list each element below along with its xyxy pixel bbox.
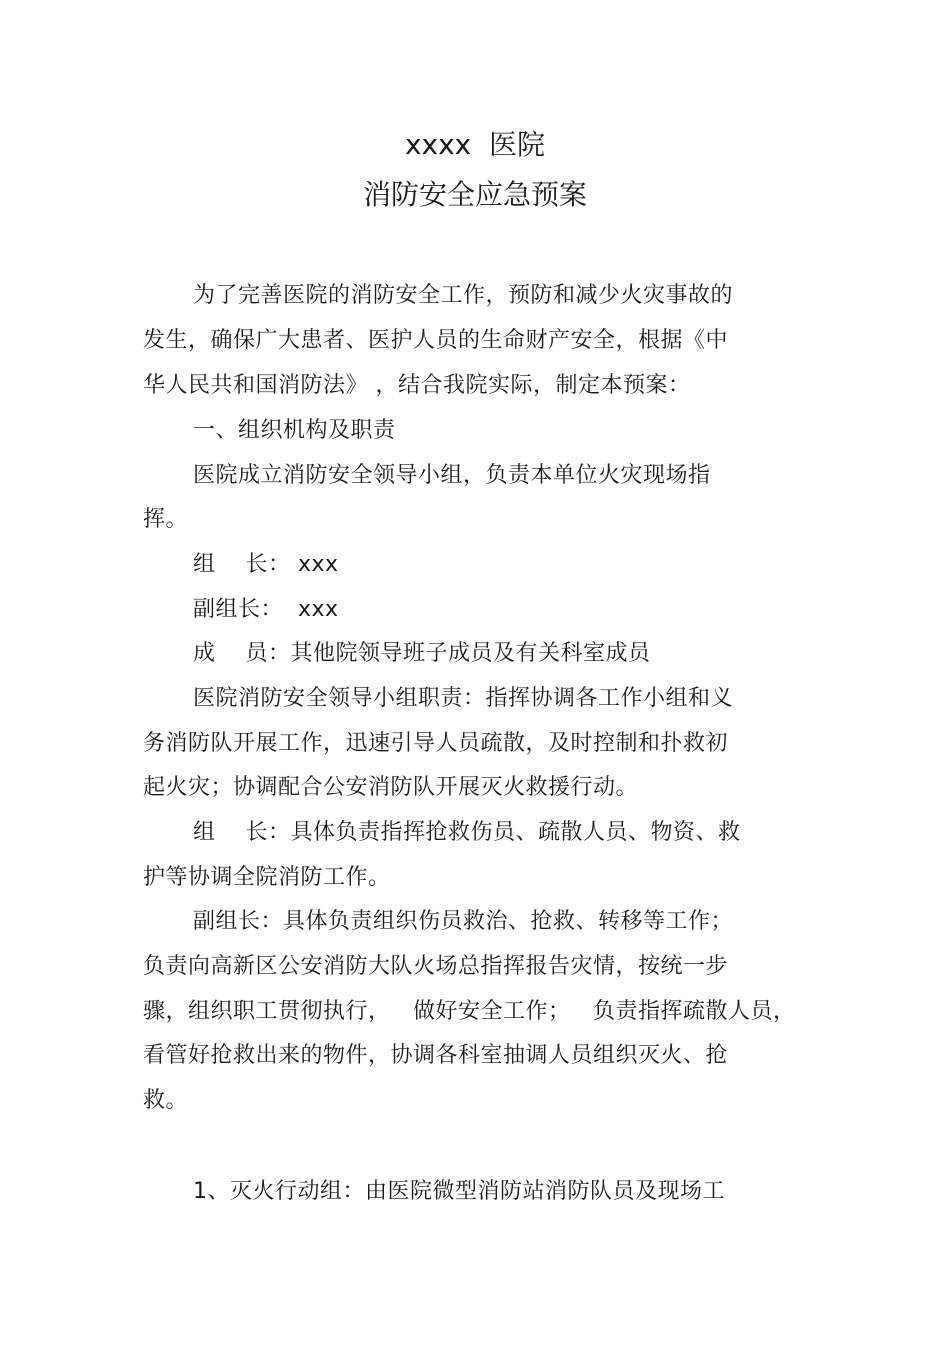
paragraph-line: 医院消防安全领导小组职责：指挥协调各工作小组和义 xyxy=(193,686,734,711)
hospital-title: xxxx 医院 xyxy=(404,128,546,161)
paragraph-line: 救。 xyxy=(143,1088,189,1113)
paragraph-line: 挥。 xyxy=(143,507,189,532)
deputy-leader-line: 副组长： xxx xyxy=(193,597,339,622)
paragraph-line: 副组长：具体负责组织伤员救治、抢救、转移等工作； xyxy=(193,909,734,934)
paragraph-line: 看管好抢救出来的物件，协调各科室抽调人员组织灭火、抢 xyxy=(143,1043,729,1068)
members-line: 成 员：其他院领导班子成员及有关科室成员 xyxy=(193,641,651,666)
paragraph-line: 发生，确保广大患者、医护人员的生命财产安全，根据《中 xyxy=(143,328,729,353)
paragraph-line: 负责向高新区公安消防大队火场总指挥报告灾情，按统一步 xyxy=(143,954,729,979)
paragraph-line: 务消防队开展工作，迅速引导人员疏散，及时控制和扑救初 xyxy=(143,731,729,756)
paragraph-line: 为了完善医院的消防安全工作，预防和减少火灾事故的 xyxy=(193,283,734,308)
paragraph-line: 护等协调全院消防工作。 xyxy=(143,865,391,890)
paragraph-line: 起火灾；协调配合公安消防队开展灭火救援行动。 xyxy=(143,775,639,800)
plan-title: 消防安全应急预案 xyxy=(362,178,587,211)
paragraph-line: 1、灭火行动组：由医院微型消防站消防队员及现场工 xyxy=(193,1179,725,1204)
leader-line: 组 长： xxx xyxy=(193,552,339,577)
section-heading: 一、组织机构及职责 xyxy=(193,418,396,443)
paragraph-line: 华人民共和国消防法》 ，结合我院实际，制定本预案： xyxy=(143,373,691,398)
paragraph-line: 组 长：具体负责指挥抢救伤员、疏散人员、物资、救 xyxy=(193,820,741,845)
paragraph-line: 骤，组织职工贯彻执行， 做好安全工作； 负责指挥疏散人员， xyxy=(143,999,796,1024)
paragraph-line: 医院成立消防安全领导小组，负责本单位火灾现场指 xyxy=(193,463,711,488)
